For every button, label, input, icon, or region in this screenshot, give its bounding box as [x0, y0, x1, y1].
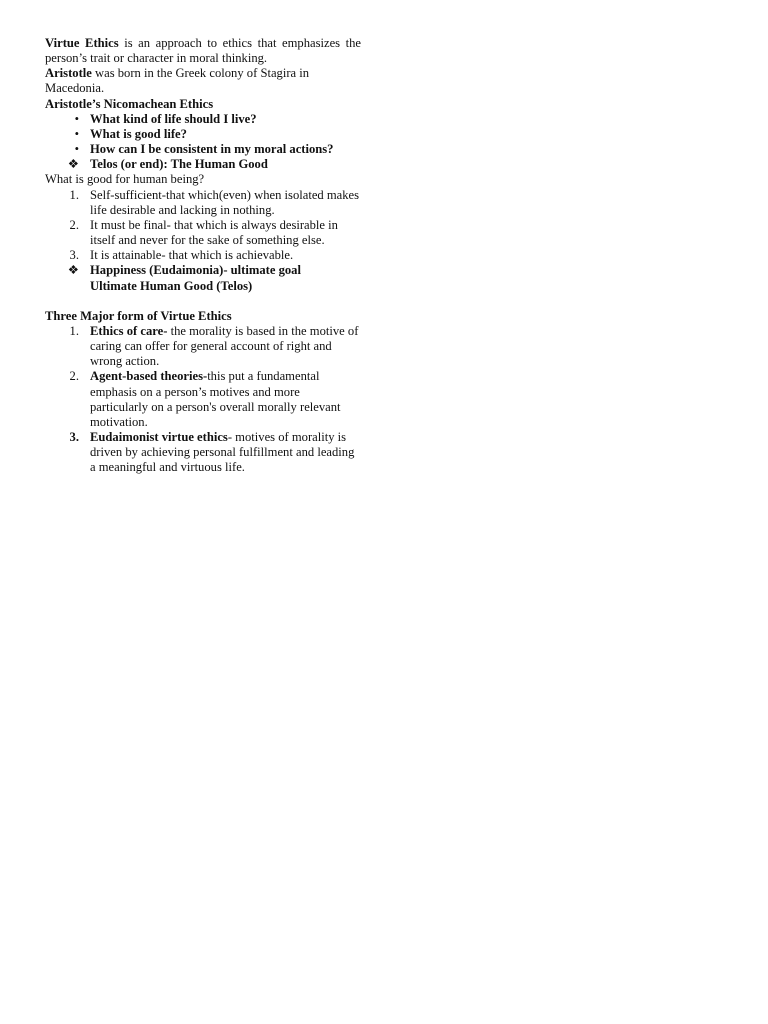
question-item: [45, 142, 361, 157]
bullet-icon: •: [74, 111, 79, 126]
list-item-text: this put a fundamental emphasis on a person’s motives and more particularly on a person's overall morally relevant motivation.: [90, 369, 341, 429]
telos-item: [45, 157, 361, 172]
virtue-ethics-text: is an approach to ethics that emphasizes the person’s trait or character in moral thinking.: [45, 36, 362, 66]
question-text: How can I be consistent in my moral actions?: [90, 142, 334, 157]
aristotle-name: Aristotle: [45, 66, 92, 81]
bullet-icon: •: [74, 142, 79, 157]
list-item-text: Self-sufficient-that which(even) when isolated makes life desirable and lacking in nothing.: [90, 187, 360, 217]
virtue-ethics-term: Virtue Ethics: [45, 36, 119, 50]
list-item: [45, 188, 361, 218]
human-good-question: What is good for human being?: [45, 172, 205, 187]
list-number: 1.: [69, 323, 79, 338]
list-item-text: - motives of morality is driven by achieving personal fulfillment and leading a meaningful and virtuous life.: [90, 430, 355, 475]
diamond-bullet-icon: ❖: [67, 263, 79, 278]
list-item-text: the morality is based in the motive of caring can offer for general account of right and wrong action.: [90, 323, 359, 369]
list-item: [45, 248, 361, 263]
list-number: 3.: [69, 248, 79, 263]
list-item-text: It is attainable- that which is achievable.: [90, 248, 294, 263]
happiness-item: [45, 263, 361, 293]
virtue-ethics-definition: [45, 36, 361, 66]
list-item: [45, 218, 361, 248]
aristotle-paragraph: [45, 66, 361, 96]
question-item: [45, 112, 361, 127]
list-item: [45, 369, 361, 430]
major-forms-heading: Three Major form of Virtue Ethics: [45, 308, 232, 323]
question-text: What kind of life should I live?: [90, 111, 257, 126]
list-item: [45, 430, 361, 475]
question-item: [45, 127, 361, 142]
question-text: What is good life?: [90, 126, 187, 141]
list-item: [45, 324, 361, 369]
list-item-term: Eudaimonist virtue ethics: [90, 430, 228, 445]
list-item-term: Ethics of care-: [90, 323, 168, 338]
list-number: 2.: [69, 217, 79, 232]
nicomachean-heading: Aristotle’s Nicomachean Ethics: [45, 96, 214, 111]
diamond-bullet-icon: ❖: [67, 157, 79, 172]
happiness-line-2: Ultimate Human Good (Telos): [90, 278, 253, 293]
list-item-text: It must be final- that which is always desirable in itself and never for the sake of something else.: [90, 217, 338, 248]
bullet-icon: •: [74, 126, 79, 141]
list-item-term: Agent-based theories-: [90, 369, 208, 384]
list-number: 2.: [69, 369, 79, 384]
aristotle-text: was born in the Greek colony of Stagira in Macedonia.: [45, 66, 310, 96]
telos-text: Telos (or end): The Human Good: [90, 157, 268, 172]
list-number: 1.: [69, 187, 79, 202]
document-body: [45, 36, 361, 476]
list-number: 3.: [69, 430, 79, 445]
happiness-line-1: Happiness (Eudaimonia)- ultimate goal: [90, 263, 301, 278]
spacer: [45, 294, 361, 309]
